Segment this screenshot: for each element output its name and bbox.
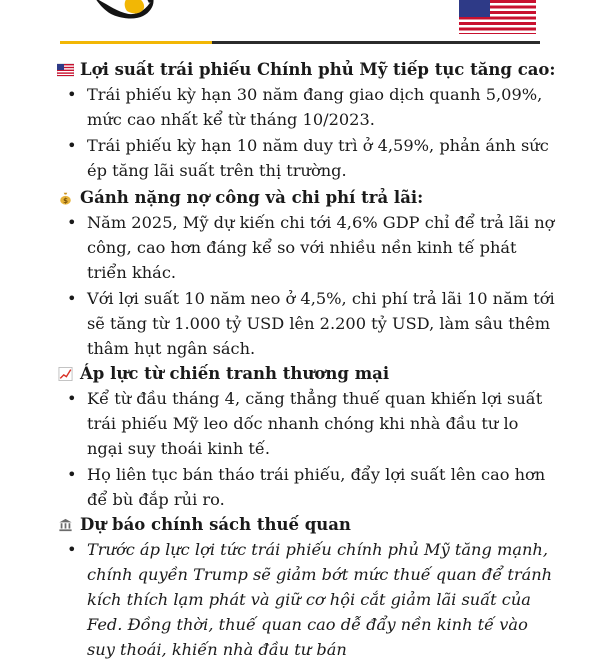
eagle-icon xyxy=(95,0,165,20)
section-trade-war xyxy=(57,362,557,512)
list-item: • Trước áp lực lợi tức trái phiếu chính phủ Mỹ tăng mạnh, chính quyền Trump sẽ giảm bớt mức thuế quan để tránh kích thích lạm phát và giữ cơ hội cắt giảm lãi suất của Fed. Đồng thời, thuế quan cao dễ đẩy nền kinh tế vào suy thoái, khiến nhà đầu tư bán xyxy=(77,537,557,662)
section-bond-yields xyxy=(57,58,557,183)
chart-increasing-icon xyxy=(57,367,74,381)
section-title: $ Gánh nặng nợ công và chi phí trả lãi: xyxy=(57,186,557,210)
us-flag-icon xyxy=(57,63,74,77)
bullet-list xyxy=(57,386,557,512)
money-bag-icon xyxy=(57,191,74,205)
list-item: • Trái phiếu kỳ hạn 10 năm duy trì ở 4,59%, phản ánh sức ép tăng lãi suất trên thị trường. xyxy=(77,133,557,183)
section-title: Lợi suất trái phiếu Chính phủ Mỹ tiếp tục tăng cao: xyxy=(57,58,557,82)
list-item: • Họ liên tục bán tháo trái phiếu, đẩy lợi suất lên cao hơn để bù đắp rủi ro. xyxy=(77,462,557,512)
header xyxy=(0,0,600,46)
list-item: • Với lợi suất 10 năm neo ở 4,5%, chi phí trả lãi 10 năm tới sẽ tăng từ 1.000 tỷ USD lên 2.200 tỷ USD, làm sâu thêm thâm hụt ngân sách. xyxy=(77,286,557,361)
list-item: • Năm 2025, Mỹ dự kiến chi tới 4,6% GDP chỉ để trả lãi nợ công, cao hơn đáng kể so với nhiều nền kinh tế phát triển khác. xyxy=(77,210,557,285)
section-public-debt xyxy=(57,186,557,361)
header-divider xyxy=(212,41,540,44)
us-flag-icon xyxy=(459,0,536,34)
svg-text:$: $ xyxy=(63,196,68,205)
bullet-list xyxy=(57,82,557,183)
section-title: Dự báo chính sách thuế quan xyxy=(57,513,557,537)
section-tariff-forecast xyxy=(57,513,557,662)
list-item: • Kể từ đầu tháng 4, căng thẳng thuế quan khiến lợi suất trái phiếu Mỹ leo dốc nhanh chóng khi nhà đầu tư lo ngại suy thoái kinh tế. xyxy=(77,386,557,461)
list-item: • Trái phiếu kỳ hạn 30 năm đang giao dịch quanh 5,09%, mức cao nhất kể từ tháng 10/2023. xyxy=(77,82,557,132)
bullet-list xyxy=(57,210,557,361)
classical-building-icon xyxy=(57,518,74,532)
header-accent-line xyxy=(60,41,212,44)
article-body xyxy=(57,58,557,663)
section-title: Áp lực từ chiến tranh thương mại xyxy=(57,362,557,386)
